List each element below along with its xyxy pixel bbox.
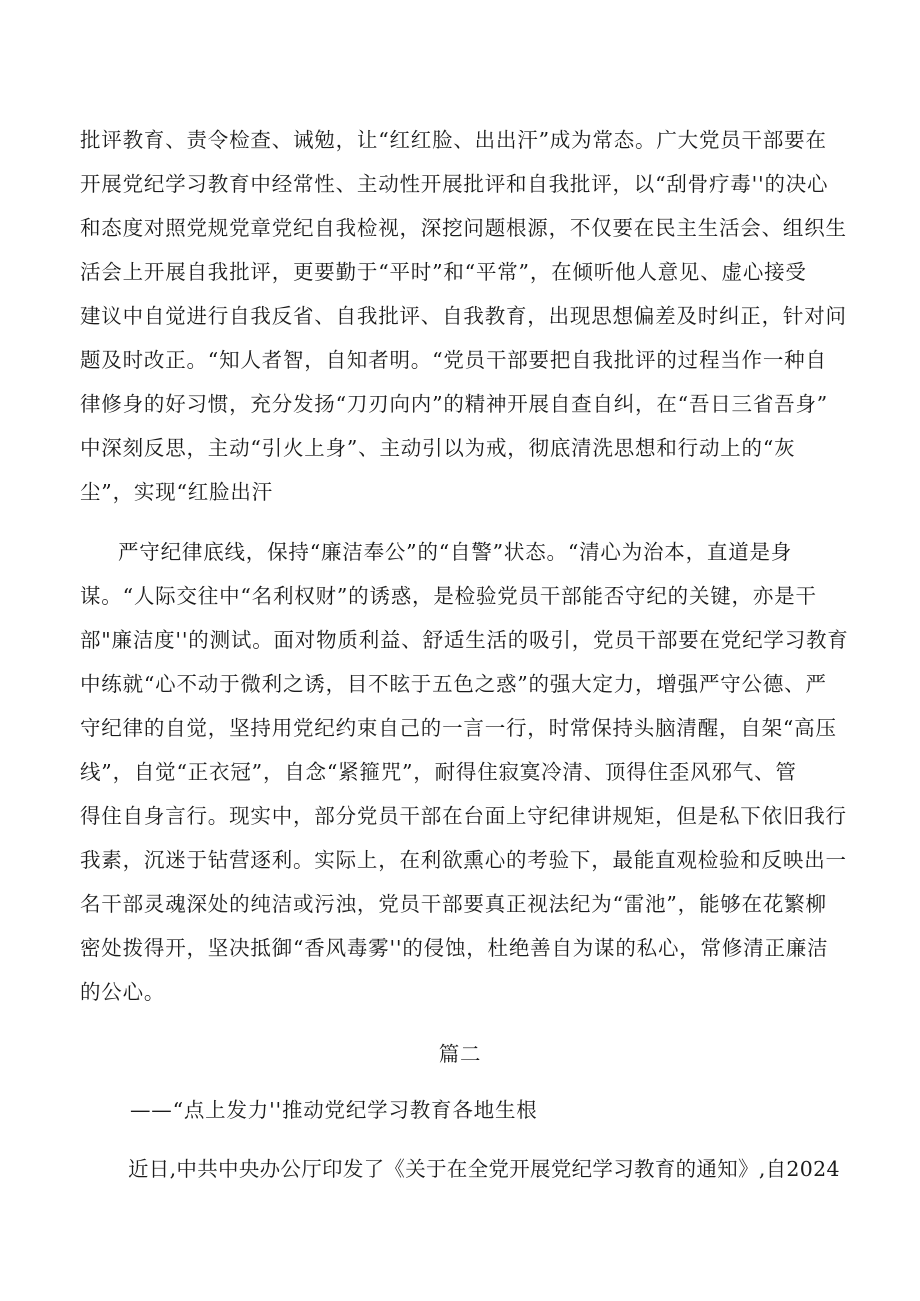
text-line: 线”，自觉“正衣冠”，自念“紧箍咒”，耐得住寂寞冷清、顶得住歪风邪气、管	[80, 760, 797, 784]
text-line: 守纪律的自觉，坚持用党纪约束自己的一言一行，时常保持头脑清醒，自架“高压	[80, 716, 837, 740]
text-line: 密处拨得开，坚决抵御“香风毒雾''的侵蚀，杜绝善自为谋的私心，常修清正廉洁	[80, 936, 829, 960]
text-line: 谋。“人际交往中“名利权财”的诱惑，是检验党员干部能否守纪的关键，亦是干	[80, 584, 817, 608]
section-subtitle: ——“点上发力''推动党纪学习教育各地生根	[130, 1098, 538, 1122]
text-line: 的公心。	[80, 980, 166, 1004]
text-line: 中深刻反思，主动“引火上身”、主动引以为戒，彻底清洗思想和行动上的“灰	[80, 436, 796, 460]
text-line: 批评教育、责令检查、诫勉，让“红红脸、出出汗”成为常态。广大党员干部要在	[80, 128, 827, 152]
text-line: 我素，沉迷于钻营逐利。实际上，在利欲熏心的考验下，最能直观检验和反映出一	[80, 848, 847, 872]
text-line: 和态度对照党规党章党纪自我检视，深挖问题根源，不仅要在民主生活会、组织生	[80, 216, 847, 240]
text-line: 开展党纪学习教育中经常性、主动性开展批评和自我批评，以“刮骨疗毒''的决心	[80, 172, 829, 196]
text-line: 部"廉洁度''的测试。面对物质利益、舒适生活的吸引，党员干部要在党纪学习教育	[80, 628, 849, 652]
text-line: 得住自身言行。现实中，部分党员干部在台面上守纪律讲规矩，但是私下依旧我行	[80, 804, 847, 828]
text-line: 中练就“心不动于微利之诱，目不眩于五色之惑”的强大定力，增强严守公德、严	[80, 672, 827, 696]
section-title: 篇二	[438, 1042, 482, 1066]
text-line: 近日,中共中央办公厅印发了《关于在全党开展党纪学习教育的通知》,自2024	[128, 1157, 840, 1181]
text-line: 名干部灵魂深处的纯洁或污浊，党员干部要真正视法纪为“雷池”，能够在花繁柳	[80, 892, 827, 916]
text-line: 题及时改正。“知人者智，自知者明。“党员干部要把自我批评的过程当作一种自	[80, 348, 827, 372]
text-line: 活会上开展自我批评，更要勤于“平时”和“平常”，在倾听他人意见、虚心接受	[80, 260, 807, 284]
text-line: 律修身的好习惯，充分发扬“刀刃向内”的精神开展自查自纠，在“吾日三省吾身”	[80, 392, 829, 416]
text-line: 严守纪律底线，保持“廉洁奉公”的“自警”状态。“清心为治本，直道是身	[118, 540, 793, 564]
text-line: 建议中自觉进行自我反省、自我批评、自我教育，出现思想偏差及时纠正，针对问	[80, 304, 847, 328]
text-line: 尘”，实现“红脸出汗	[80, 480, 273, 504]
